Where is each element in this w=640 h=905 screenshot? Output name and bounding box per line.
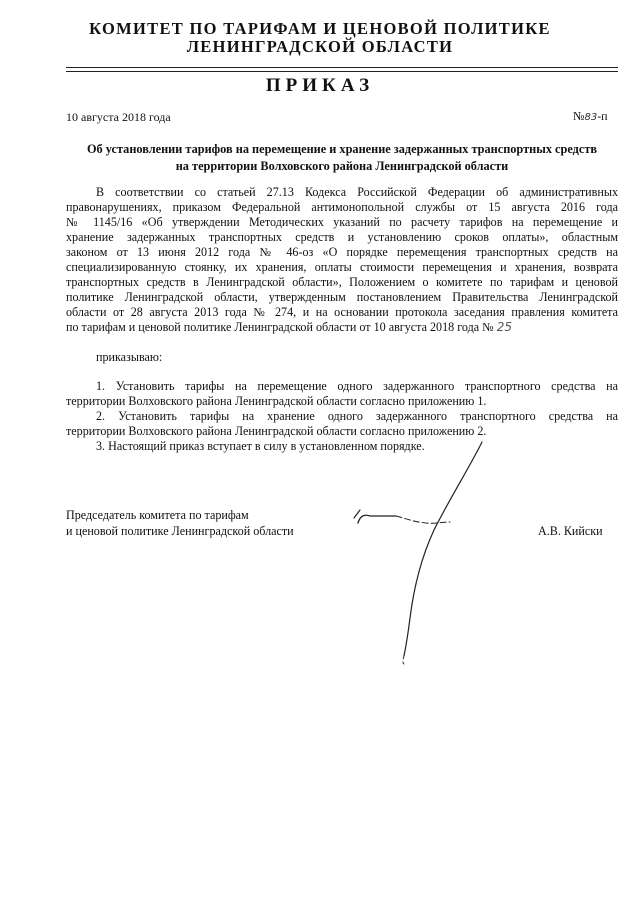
signer-position-line2: и ценовой политике Ленинградской области xyxy=(66,524,294,538)
organization-name-line2: ЛЕНИНГРАДСКОЙ ОБЛАСТИ xyxy=(186,37,454,56)
document-date: 10 августа 2018 года xyxy=(66,110,171,124)
order-item-1-line1: 1. Установить тарифы на перемещение одного задержанного транспортного средства на xyxy=(96,379,618,393)
preamble-line: области от 28 августа 2013 года № 274, и на основании протокола заседания правления комитета xyxy=(66,305,618,319)
number-prefix: № xyxy=(573,109,585,123)
preamble-line: № 1145/16 «Об утверждении Методических указаний по расчету тарифов на перемещение и xyxy=(66,215,618,229)
order-item-1-line2: территории Волховского района Ленинградской области согласно приложению 1. xyxy=(66,394,487,408)
preamble-line: В соответствии со статьей 27.13 Кодекса Российской Федерации об административных xyxy=(96,185,618,199)
handwritten-signature-icon xyxy=(330,430,520,670)
preamble-line: хранение задержанных транспортных средств и установлению сроков оплаты», областным xyxy=(66,230,618,244)
order-item-3: 3. Настоящий приказ вступает в силу в установленном порядке. xyxy=(96,439,425,453)
organization-name-line1: КОМИТЕТ ПО ТАРИФАМ И ЦЕНОВОЙ ПОЛИТИКЕ xyxy=(89,19,551,38)
preamble-line: законом от 13 июня 2012 года № 46-оз «О порядке перемещения транспортных средств на xyxy=(66,245,618,259)
preamble-line-last xyxy=(66,320,618,335)
order-word: приказываю: xyxy=(96,350,163,364)
number-handwritten: 83 xyxy=(584,112,598,123)
signer-position-line1: Председатель комитета по тарифам xyxy=(66,508,249,522)
signer-name: А.В. Кийски xyxy=(538,524,603,538)
document-title-line1: Об установлении тарифов на перемещение и хранение задержанных транспортных средств xyxy=(86,142,598,156)
order-item-2-line1: 2. Установить тарифы на хранение одного задержанного транспортного средства на xyxy=(96,409,618,423)
header-rule-bottom xyxy=(66,71,618,72)
protocol-number-handwritten: 25 xyxy=(496,320,512,334)
number-suffix: -п xyxy=(597,109,608,123)
preamble-line: политике Ленинградской области, утвержденным постановлением Правительства Ленинградской xyxy=(66,290,618,304)
header-rule-top xyxy=(66,67,618,68)
document-number xyxy=(573,109,608,124)
document-title-line2: на территории Волховского района Ленинградской области xyxy=(175,159,509,173)
preamble-line: правонарушениях, приказом Федеральной антимонопольной службы от 15 августа 2016 года xyxy=(66,200,618,214)
preamble-line-text: по тарифам и ценовой политике Ленинградской области от 10 августа 2018 года № xyxy=(66,320,494,334)
order-item-2-line2: территории Волховского района Ленинградской области согласно приложению 2. xyxy=(66,424,487,438)
preamble-line: транспортных средств в Ленинградской области», Положением о комитете по тарифам и ценовой xyxy=(66,275,618,289)
document-type: ПРИКАЗ xyxy=(265,75,375,96)
preamble-line: специализированную стоянку, их хранения, оплаты стоимости перемещения и хранения, возврата xyxy=(66,260,618,274)
